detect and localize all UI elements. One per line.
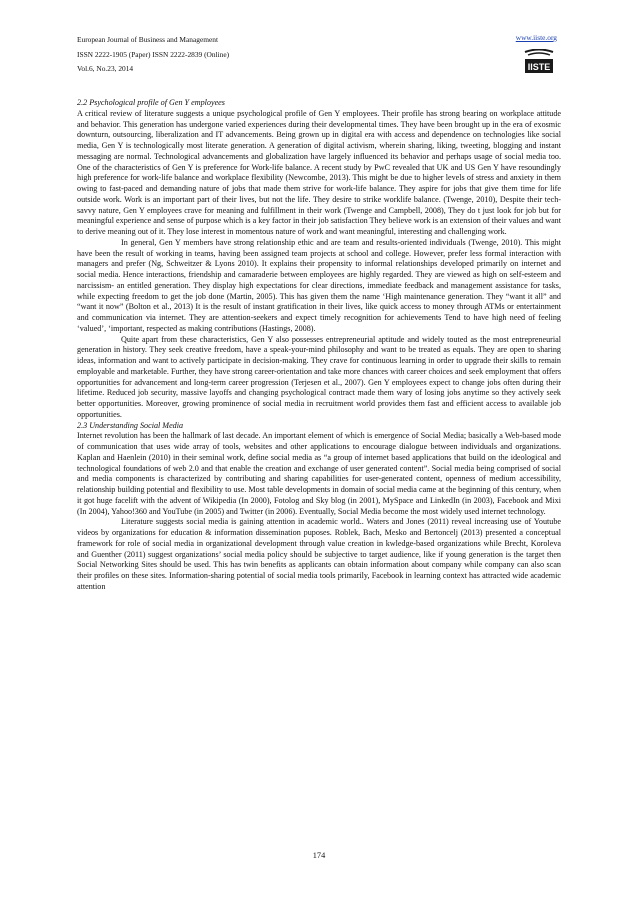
iiste-logo <box>521 49 557 75</box>
paragraph: Quite apart from these characteristics, Gen Y also possesses entrepreneurial aptitude and widely touted as the most entrepreneurial generation in history. They seek creative freedom, have a speak-your-mind philosophy and want to be treated as equals. They are open to sharing ideas, information and want to actively participate in decision-making. They crave for continuous learning in order to upgrade their skills to remain employable and marketable. Further, they have strong career-orientation and take more chances with career choices and seek employment that offers opportunities for advancement and long-term career progression (Terjesen et al., 2007). Gen Y employees expect to change jobs often during their lifetime. Reduced job security, massive layoffs and changing psychological contract made them wary of losing jobs anytime so they actively seek better opportunities. Moreover, growing prominence of social media in recruitment world provides them fast and efficient access to available job opportunities. <box>77 334 561 419</box>
journal-name: European Journal of Business and Management <box>77 35 219 44</box>
section-heading-psychological-profile: 2.2 Psychological profile of Gen Y employees <box>77 98 225 107</box>
logo-text: IISTE <box>527 62 551 72</box>
issn-line: ISSN 2222-1905 (Paper) ISSN 2222-2839 (Online) <box>77 49 230 59</box>
section-heading-social-media: 2.3 Understanding Social Media <box>77 420 184 430</box>
volume-line: Vol.6, No.23, 2014 <box>77 64 134 73</box>
paragraph: Internet revolution has been the hallmark of last decade. An important element of which is emergence of Social Media; basically a Web-based mode of communication that uses wide array of tools, websites and other applications to encourage dialogue between individuals and organizations. Kaplan and Haenlein (2010) in their seminal work, define social media as “a group of internet based applications that build on the ideological and technological foundations of web 2.0 and that enable the creation and exchange of user generated content”. Social media being comprised of social and media components is characterized by contributing and sharing capabilities for user-generated content, openness of medium accessibility, relationship building potential and flexibility to use. Most table developments in domain of social media came at the beginning of this century, when it got huge facelift with the advent of Wikipedia (In 2000), Fotolog and Sky blog (in 2001), MySpace and LinkedIn (in 2003), Facebook and Mixi (In 2004), Yahoo!360 and YouTube (in 2005) and Twitter (in 2006). Eventually, Social Media become the most widely used internet technology. <box>77 431 561 516</box>
paragraph: A critical review of literature suggests a unique psychological profile of Gen Y employees. Their profile has strong bearing on workplace attitude and behavior. This generation has undergone varied experiences during their developmental times. They have been brought up in the era of exosmic downturn, outsourcing, liberalization and IT advancements. Being grown up in digital era with access and dependence on technologies like social media, Gen Y is technologically most literate generation. A generation of digital activism, wherein sharing, liking, tweeting, blogging and instant messaging are normal. Technological advancements and globalization have largely influenced its behavior and perhaps usage of social media too. One of the characteristics of Gen Y is preference for Work-life balance. A recent study by PwC revealed that UK and US Gen Y have resoundingly high preference for work-life balance and workplace flexibility (Newcombe, 2013). This might be due to higher levels of stress and anxiety in them owing to fast-paced and demanding nature of jobs that made them strive for work-life balance. They aspire for jobs that give them time for life outside work. Work is an important part of their lives, but not the life. They desire to strike worklife balance. (Twenge, 2010), Despite their tech-savvy nature, Gen Y employees crave for meaning and fulfillment in their work (Twenge and Campbell, 2008), They do t just look for job but for meaningful experience and sense of purpose which is a key factor in their job satisfaction They believe work is an extension of their values and want to derive meaning out of it. They lose interest in momentous nature of work and want meaningful, interesting and challenging work. <box>77 108 561 236</box>
paragraph: In general, Gen Y members have strong relationship ethic and are team and results-oriented individuals (Twenge, 2010). This might have been the result of working in teams, having been assigned team projects at school and college. However, prefer less formal interaction with managers and prefer (Ng, Schweitzer & Lyons 2010). It explains their propensity to informal relationships developed primarily on internet and social media. Hence interactions, friendship and camaraderie between employees are highly regarded. They are viewed as high on self-esteem and narcissism- an entitled generation. They display high expectations for clear directions, immediate feedback and management assistance for tasks, while expecting freedom to get the job done (Martin, 2005). This has given them the name ‘High maintenance generation. They “want it all” and “want it now” (Bolton et al., 2013) It is the result of instant gratification in their lives, like quick access to money through ATMs or entertainment and communication via internet. They are attention-seekers and expect timely recognition for achievements Tend to have high need of feeling ‘valued’, ‘important, respected as making contributions (Hastings, 2008). <box>77 237 561 333</box>
article-body <box>77 98 561 593</box>
page-header <box>77 33 557 85</box>
journal-website-link[interactable]: www.iiste.org <box>515 33 557 42</box>
paragraph: Literature suggests social media is gaining attention in academic world.. Waters and Jones (2011) reveal increasing use of Youtube videos by organizations for education & information dissemination puposes. Roblek, Bach, Mesko and Bertoncelj (2013) presented a conceptual framework for role of social media in organizational development through value creation in kwledge-based organizations while Brecht, Koroleva and Guenther (2011) suggest organizations’ social media policy should be subjective to target audience, like if young generation is the target then Social Networking Sites should be used. This has twin benefits as applicants can obtain information about company while company can also scan their profiles on these sites. Information-sharing potential of social media tools primarily, Facebook in learning context has attracted wide academic attention <box>77 517 561 591</box>
page-number: 174 <box>312 851 326 860</box>
